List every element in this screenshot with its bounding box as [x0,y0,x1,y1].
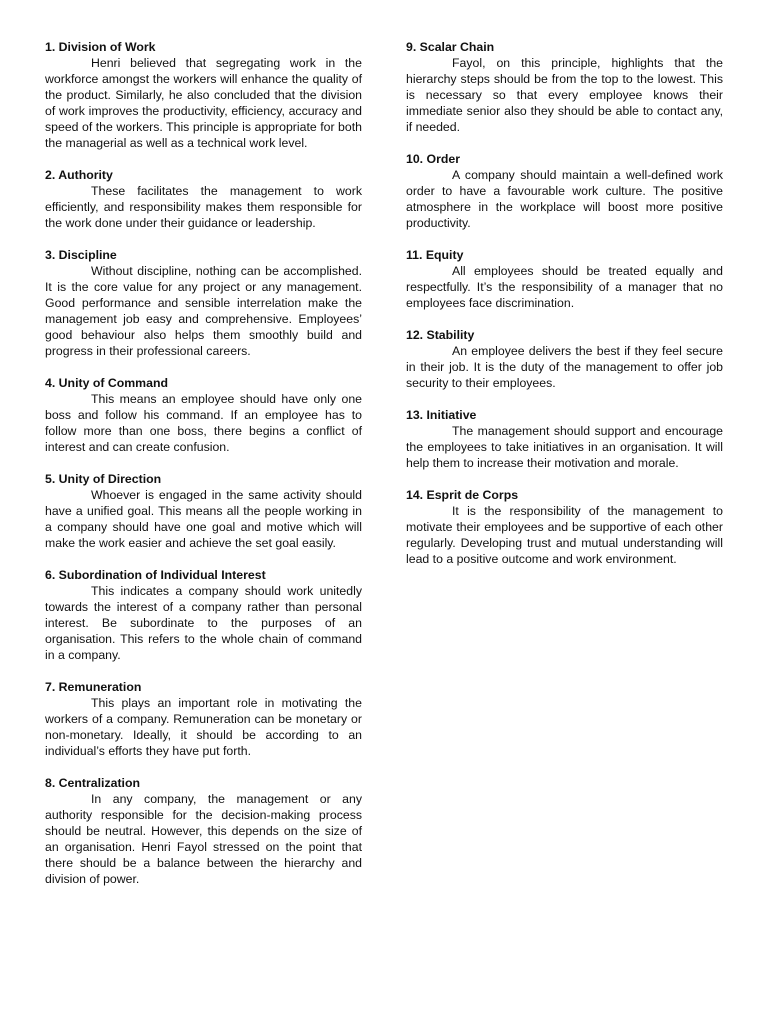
section-body: It is the responsibility of the management to motivate their employees and be supportive of each other regularly. Developing trust and mutual understanding will lead to a positive outcome and work environment. [406,504,723,566]
section-body: All employees should be treated equally and respectfully. It’s the responsibility of a manager that no employees face discrimination. [406,264,723,310]
section-body: Fayol, on this principle, highlights that the hierarchy steps should be from the top to the lowest. This is necessary so that every employee knows their immediate senior also they should be able to contact any, if needed. [406,56,723,134]
section-subordination [45,567,362,663]
section-heading: 11. Equity [406,248,464,262]
section-heading: 2. Authority [45,168,113,182]
section-body: Whoever is engaged in the same activity should have a unified goal. This means all the people working in a company should have one goal and motive which will make the work easier and achieve the set goal easily. [45,488,362,550]
section-centralization [45,775,362,887]
section-body: A company should maintain a well-defined work order to have a favourable work culture. The positive atmosphere in the workplace will boost more positive productivity. [406,168,723,230]
section-heading: 7. Remuneration [45,680,142,694]
right-column [406,39,723,583]
section-order [406,151,723,231]
section-body: An employee delivers the best if they feel secure in their job. It is the duty of the management to offer job security to their employees. [406,344,723,390]
section-heading: 1. Division of Work [45,40,156,54]
section-heading: 13. Initiative [406,408,477,422]
section-heading: 4. Unity of Command [45,376,168,390]
section-heading: 8. Centralization [45,776,140,790]
section-body: In any company, the management or any authority responsible for the decision-making process should be neutral. However, this depends on the size of an organisation. Henri Fayol stressed on the point that there should be a balance between the hierarchy and division of power. [45,792,362,886]
section-scalar-chain [406,39,723,135]
section-heading: 12. Stability [406,328,475,342]
section-body: This means an employee should have only one boss and follow his command. If an employee has to follow more than one boss, there begins a conflict of interest and can create confusion. [45,392,362,454]
left-column [45,39,362,903]
section-division-of-work [45,39,362,151]
section-heading: 9. Scalar Chain [406,40,495,54]
section-discipline [45,247,362,359]
section-unity-of-direction [45,471,362,551]
section-body: The management should support and encourage the employees to take initiatives in an organisation. It will help them to increase their motivation and morale. [406,424,723,470]
section-remuneration [45,679,362,759]
section-heading: 6. Subordination of Individual Interest [45,568,266,582]
section-heading: 14. Esprit de Corps [406,488,519,502]
section-unity-of-command [45,375,362,455]
section-esprit-de-corps [406,487,723,567]
section-body: This plays an important role in motivating the workers of a company. Remuneration can be monetary or non-monetary. Ideally, it should be according to an individual’s efforts they have put forth. [45,696,362,758]
section-body: Henri believed that segregating work in the workforce amongst the workers will enhance the quality of the product. Similarly, he also concluded that the division of work improves the productivity, efficiency, accuracy and speed of the workers. This principle is appropriate for both the managerial as well as a technical work level. [45,56,362,150]
section-heading: 3. Discipline [45,248,117,262]
section-heading: 10. Order [406,152,460,166]
section-heading: 5. Unity of Direction [45,472,162,486]
section-equity [406,247,723,311]
section-body: This indicates a company should work unitedly towards the interest of a company rather than personal interest. Be subordinate to the purposes of an organisation. This refers to the whole chain of command in a company. [45,584,362,662]
section-stability [406,327,723,391]
section-body: These facilitates the management to work efficiently, and responsibility makes them responsible for the work done under their guidance or leadership. [45,184,362,230]
section-body: Without discipline, nothing can be accomplished. It is the core value for any project or any management. Good performance and sensible interrelation make the management job easy and comprehensive. Employees’ good behaviour also helps them smoothly build and progress in their professional careers. [45,264,362,358]
section-initiative [406,407,723,471]
section-authority [45,167,362,231]
